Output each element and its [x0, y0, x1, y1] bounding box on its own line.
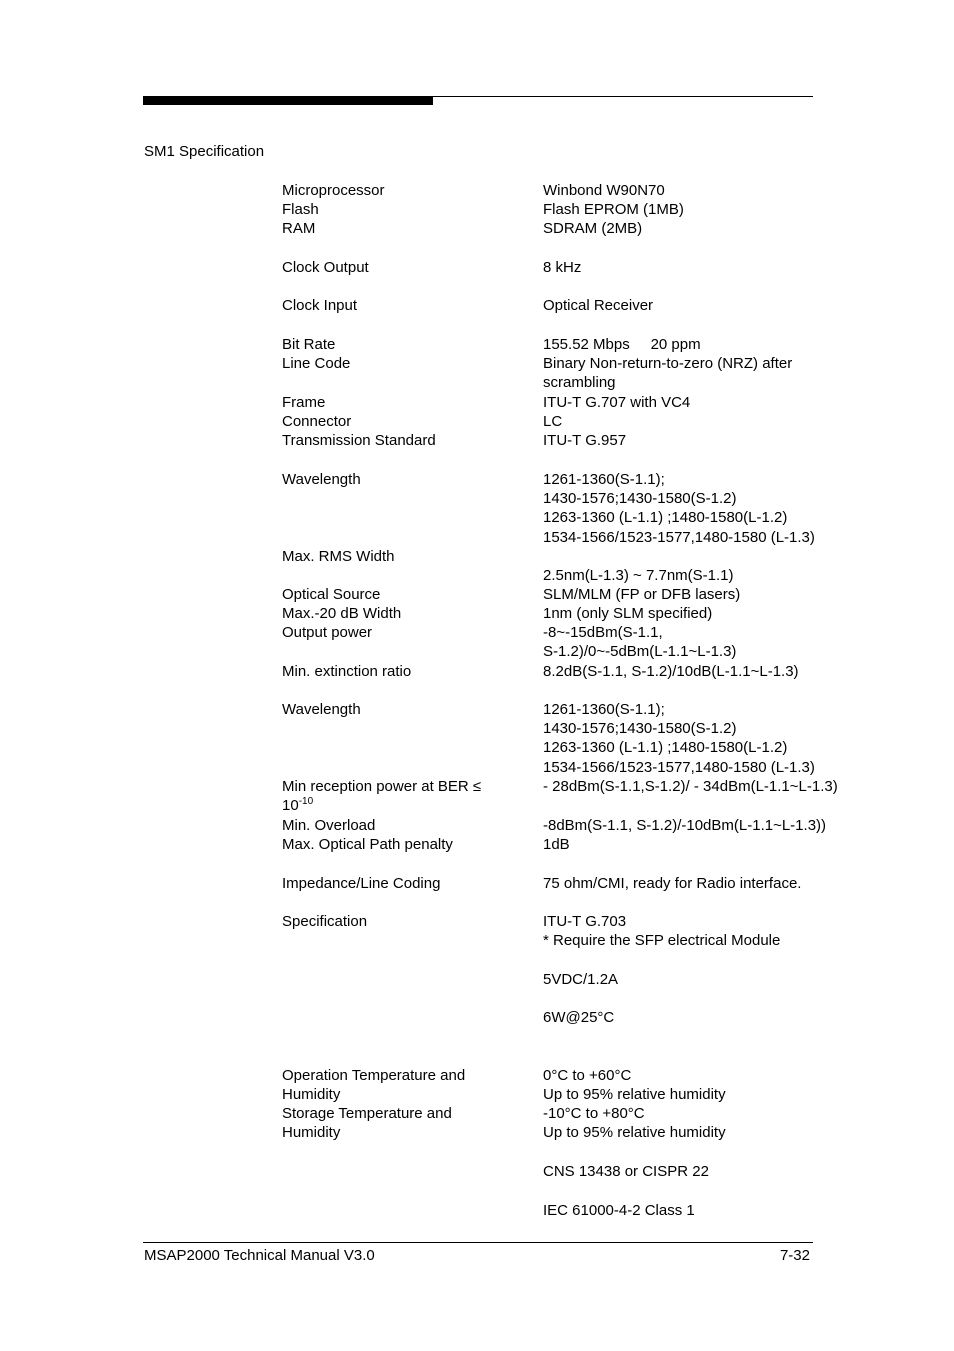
section-title: SM1 Specification	[144, 143, 265, 160]
spec-value: 1261-1360(S-1.1); 1430-1576;1430-1580(S-1.2) 1263-1360 (L-1.1) ;1480-1580(L-1.2) 1534-1566/1523-1577,1480-1580 (L-1.3)	[543, 701, 815, 776]
spec-label: Max. Optical Path penalty	[282, 836, 453, 853]
spec-label-text: Min reception power at BER ≤ 10	[282, 778, 482, 815]
exponent-superscript: -10	[298, 796, 314, 808]
spec-value: 8 kHz	[543, 259, 582, 276]
spec-label: Microprocessor	[282, 182, 385, 199]
header-bar	[143, 96, 433, 105]
spec-value: -8~-15dBm(S-1.1, S-1.2)/0~-5dBm(L-1.1~L-1.3)	[543, 624, 737, 661]
spec-label: Max. RMS Width	[282, 548, 395, 565]
spec-value: ITU-T G.707 with VC4	[543, 394, 691, 411]
footer-page-number: 7-32	[779, 1247, 810, 1264]
spec-value: ITU-T G.957	[543, 432, 627, 449]
footer-rule	[143, 1242, 813, 1243]
spec-value: LC	[543, 413, 563, 430]
spec-label: Max.-20 dB Width	[282, 605, 402, 622]
spec-value: Optical Receiver	[543, 297, 654, 314]
spec-label: Line Code	[282, 355, 351, 372]
spec-value: 1dB	[543, 836, 570, 853]
spec-label: Frame	[282, 394, 326, 411]
spec-label: Storage Temperature and Humidity	[282, 1105, 452, 1142]
spec-label: Flash	[282, 201, 319, 218]
spec-label: Impedance/Line Coding	[282, 875, 441, 892]
footer-manual-title: MSAP2000 Technical Manual V3.0	[144, 1247, 375, 1264]
spec-label: RAM	[282, 220, 316, 237]
spec-value: 1nm (only SLM specified)	[543, 605, 713, 622]
spec-label: Specification	[282, 913, 368, 930]
spec-value: 2.5nm(L-1.3) ~ 7.7nm(S-1.1)	[543, 567, 734, 584]
spec-label: Min. Overload	[282, 817, 376, 834]
spec-label: Output power	[282, 624, 373, 641]
spec-value: Binary Non-return-to-zero (NRZ) after scrambling	[543, 355, 793, 392]
spec-label: Bit Rate	[282, 336, 336, 353]
spec-value: 5VDC/1.2A	[543, 971, 619, 988]
spec-label: Connector	[282, 413, 352, 430]
spec-label: Wavelength	[282, 701, 361, 718]
spec-value: Winbond W90N70	[543, 182, 665, 199]
spec-label: Clock Output	[282, 259, 369, 276]
spec-label: Operation Temperature and Humidity	[282, 1067, 466, 1104]
spec-value: ITU-T G.703 * Require the SFP electrical Module	[543, 913, 781, 950]
spec-label: Min. extinction ratio	[282, 663, 412, 680]
spec-value: 8.2dB(S-1.1, S-1.2)/10dB(L-1.1~L-1.3)	[543, 663, 799, 680]
spec-label: Optical Source	[282, 586, 381, 603]
spec-value: -10°C to +80°C Up to 95% relative humidity	[543, 1105, 726, 1142]
spec-label: Clock Input	[282, 297, 358, 314]
spec-value: 0°C to +60°C Up to 95% relative humidity	[543, 1067, 726, 1104]
spec-value: -8dBm(S-1.1, S-1.2)/-10dBm(L-1.1~L-1.3))	[543, 817, 827, 834]
spec-label: Transmission Standard	[282, 432, 436, 449]
spec-label	[282, 777, 522, 815]
spec-value: 75 ohm/CMI, ready for Radio interface.	[543, 875, 802, 892]
spec-value: 1261-1360(S-1.1); 1430-1576;1430-1580(S-1.2) 1263-1360 (L-1.1) ;1480-1580(L-1.2) 1534-1566/1523-1577,1480-1580 (L-1.3)	[543, 471, 815, 546]
spec-value: Flash EPROM (1MB)	[543, 201, 684, 218]
spec-value: SDRAM (2MB)	[543, 220, 643, 237]
spec-label: Wavelength	[282, 471, 361, 488]
spec-value: - 28dBm(S-1.1,S-1.2)/ - 34dBm(L-1.1~L-1.3)	[543, 778, 838, 795]
spec-value: CNS 13438 or CISPR 22	[543, 1163, 709, 1180]
spec-value: 155.52 Mbps 20 ppm	[543, 336, 701, 353]
spec-value: 6W@25°C	[543, 1009, 615, 1026]
spec-value: IEC 61000-4-2 Class 1	[543, 1202, 695, 1219]
spec-value: SLM/MLM (FP or DFB lasers)	[543, 586, 741, 603]
